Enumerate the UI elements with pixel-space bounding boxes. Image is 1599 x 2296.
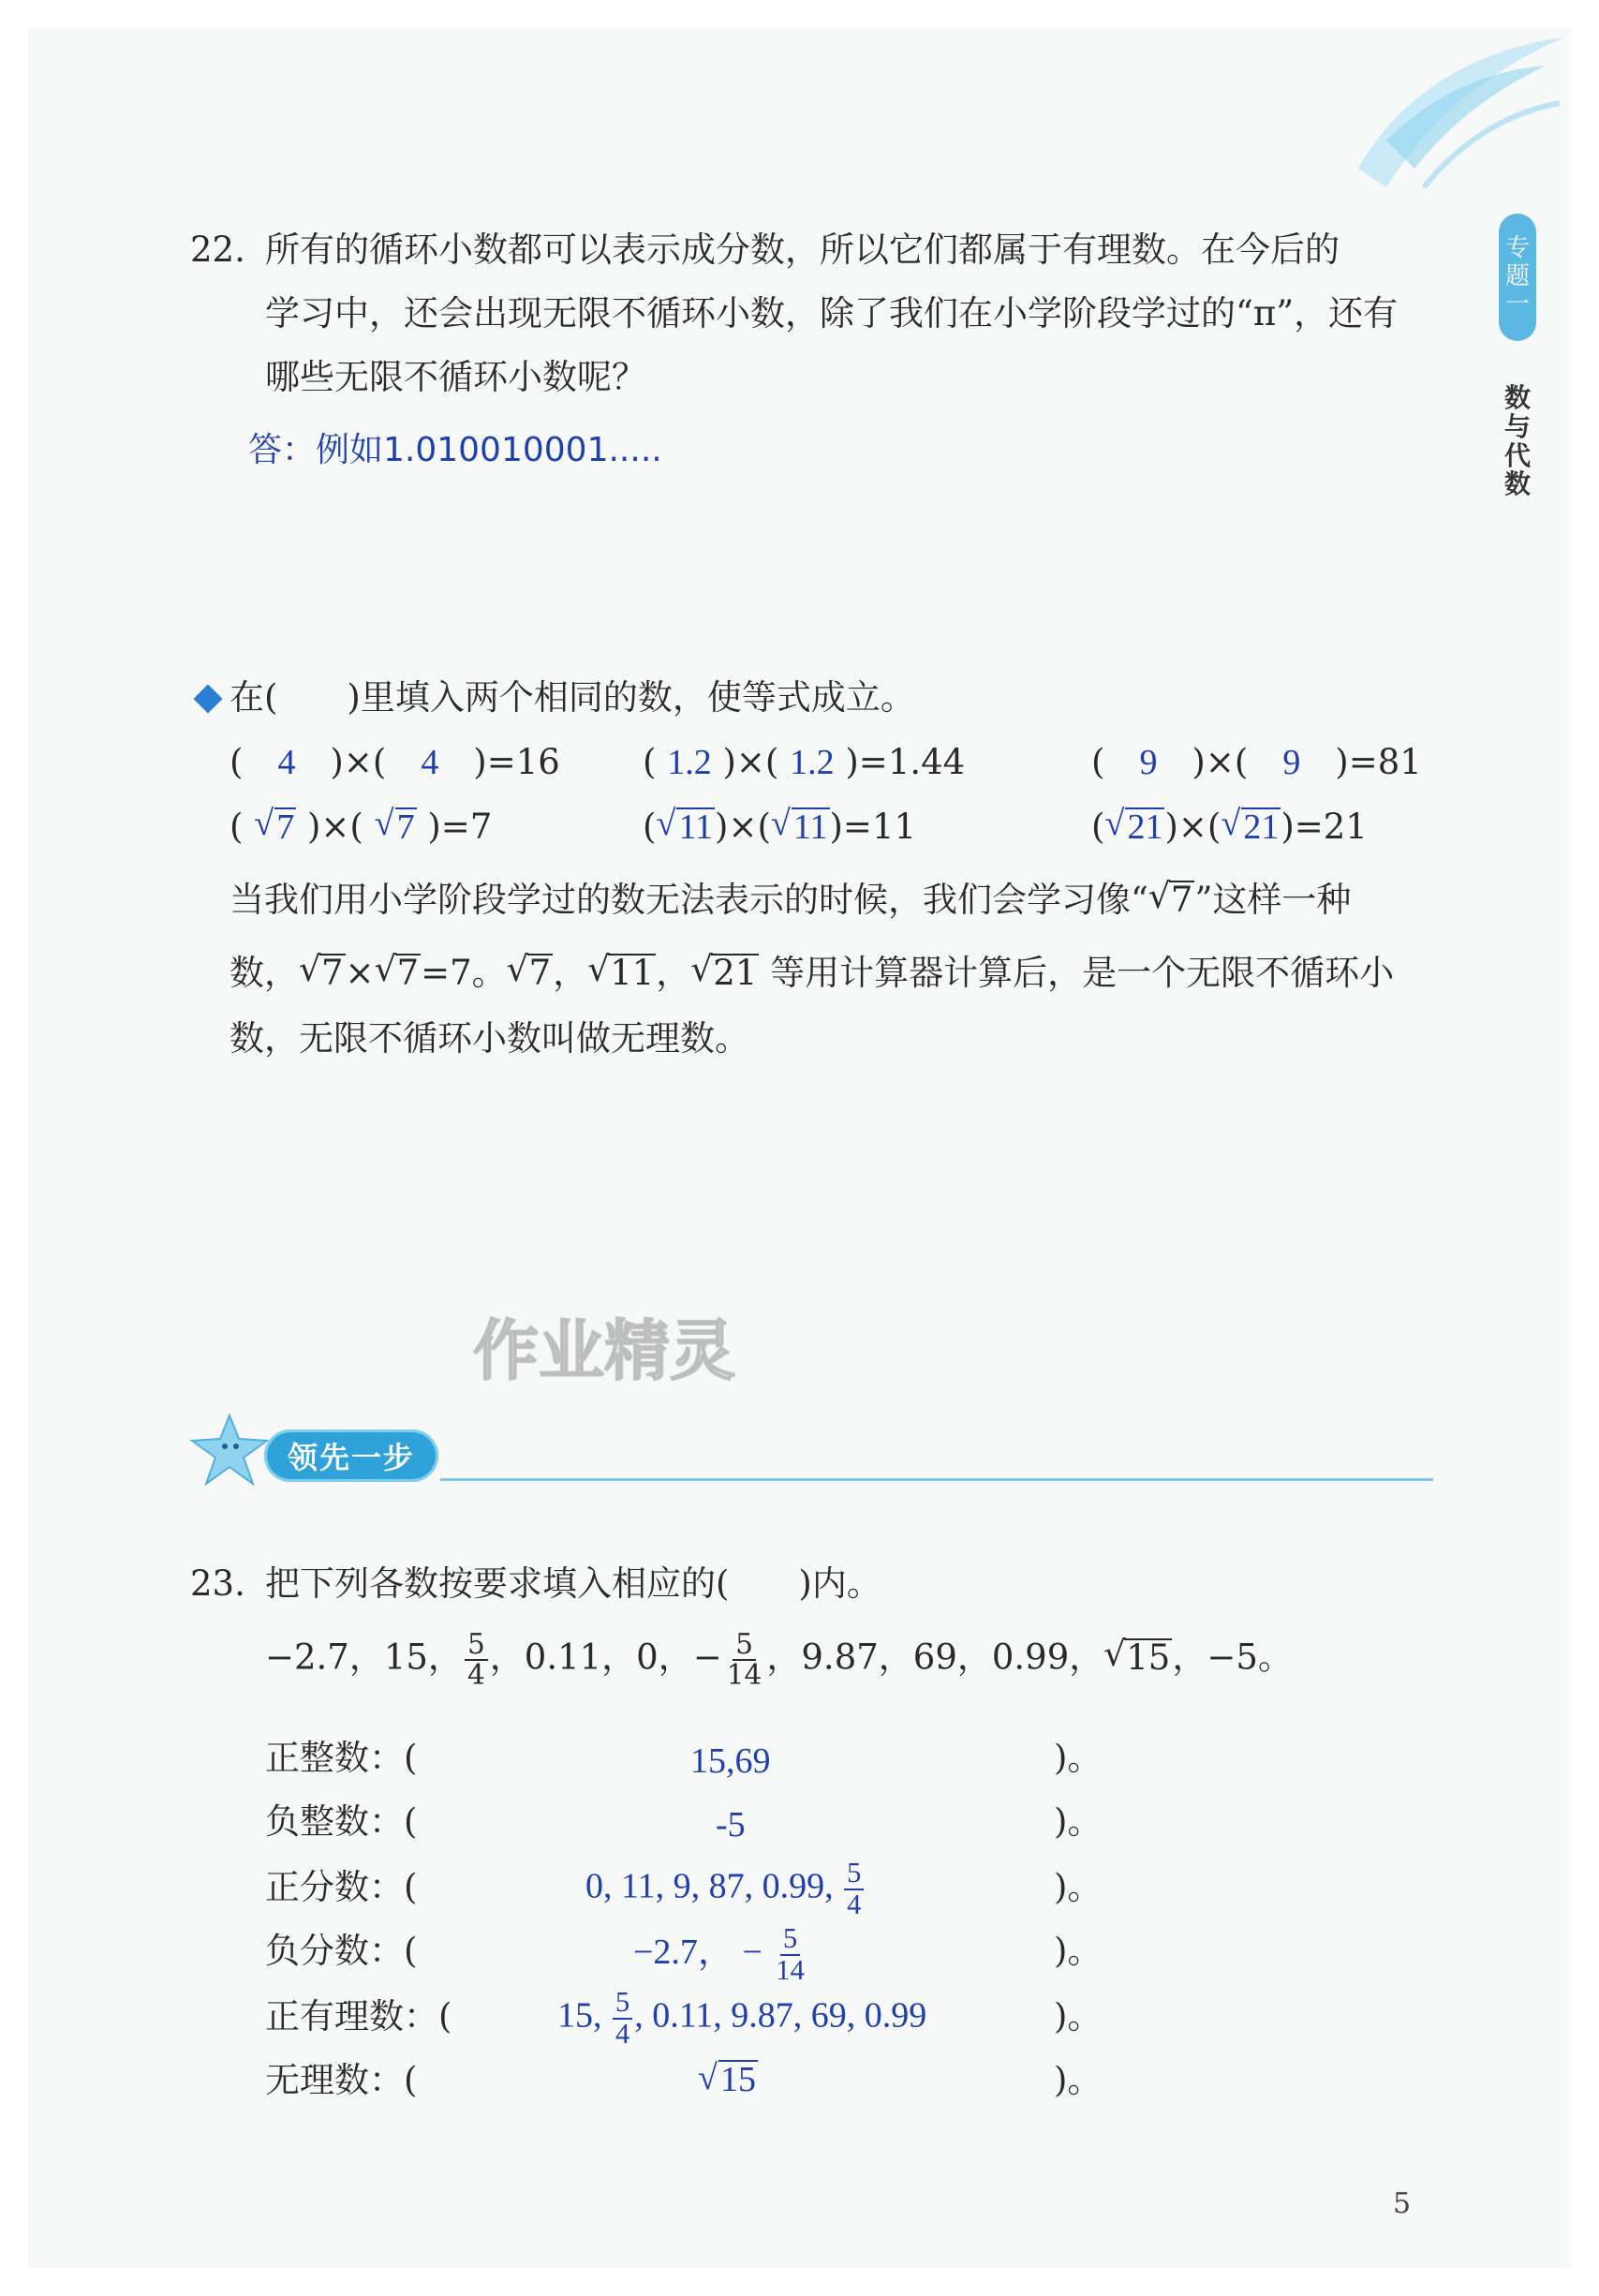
explanation-line1 (229, 881, 1351, 919)
category-close: )。 (1054, 1867, 1103, 1907)
text: ，0.11，0，− (489, 1637, 722, 1678)
q22-line2: 学习中，还会出现无限不循环小数，除了我们在小学阶段学过的“π”，还有 (265, 293, 1399, 333)
radicand: 7 (321, 953, 344, 993)
text: ”这样一种 (1194, 880, 1352, 920)
q22-answer: 答：例如1.010010001..... (248, 431, 662, 469)
equation-result: 16 (515, 742, 560, 782)
star-mascot-icon (187, 1411, 272, 1486)
category-answer (633, 1922, 809, 1986)
sqrt (507, 954, 554, 992)
text: 0, 11, 9, 87, 0.99, (585, 1866, 843, 1906)
sqrt (690, 954, 759, 992)
sqrt (587, 954, 656, 992)
explanation-line2: 数，√ 7×√ 7=7。√ 7，√ 11，√ 21 等用计算器计算后，是一个无限不循环小 (229, 954, 1394, 992)
radicand: 15 (720, 2060, 756, 2099)
radicand: 11 (792, 807, 828, 847)
equation-result: 1.44 (887, 742, 966, 782)
denominator: 14 (726, 1659, 762, 1692)
radicand: 11 (678, 807, 714, 847)
fraction (844, 1859, 864, 1920)
category-label: 负分数：( (265, 1931, 418, 1971)
answer-blank: 1.2 (667, 743, 712, 782)
page-number: 5 (1393, 2187, 1412, 2220)
fill-instruction-text: 在( )里填入两个相同的数，使等式成立。 (229, 677, 915, 718)
equation-result: 11 (871, 807, 917, 847)
text: ，9.87，69，0.99， (766, 1637, 1104, 1678)
radicand: 7 (396, 953, 420, 993)
chapter-tab-char: 一 (1504, 289, 1530, 318)
text: 等用计算器计算后，是一个无限不循环小 (770, 953, 1395, 993)
sqrt-answer (1104, 807, 1164, 847)
q23-number: 23. (190, 1563, 245, 1604)
category-answer: 15,69 (690, 1741, 771, 1781)
category-close: )。 (1054, 1738, 1103, 1778)
watermark: 作业精灵 (473, 1312, 735, 1389)
sqrt (375, 954, 422, 992)
numerator: 5 (465, 1630, 488, 1661)
text: 数， (229, 953, 299, 993)
radicand: 21 (1243, 807, 1280, 847)
sqrt-answer (254, 807, 296, 847)
denominator: 14 (776, 1954, 805, 1987)
text: , 0.11, 9.87, 69, 0.99 (634, 1995, 927, 2036)
category-answer (557, 1988, 926, 2050)
corner-decoration (1349, 28, 1574, 215)
category-close: )。 (1054, 1996, 1103, 2037)
answer-blank: 4 (277, 743, 296, 782)
equation-2: ( 1.2 )×( 1.2 )=1.44 (643, 742, 966, 782)
numerator: 5 (780, 1924, 800, 1956)
text: 当我们用小学阶段学过的数无法表示的时候，我们会学习像“ (229, 880, 1148, 920)
radicand: 15 (1126, 1637, 1171, 1678)
radicand: 11 (610, 953, 655, 993)
q22-number: 22. (190, 230, 245, 270)
chapter-title-char: 数 (1503, 468, 1531, 500)
sqrt (1148, 881, 1195, 919)
text: ，−5。 (1172, 1637, 1293, 1678)
q23-number-list (265, 1630, 1293, 1690)
chapter-title (1503, 384, 1532, 499)
diamond-bullet-icon (193, 684, 222, 713)
radicand: 7 (396, 807, 415, 847)
fraction (465, 1630, 488, 1690)
sqrt (698, 2059, 758, 2100)
section-divider (440, 1478, 1433, 1481)
radicand: 7 (1170, 880, 1193, 920)
radicand: 7 (528, 953, 552, 993)
equation-result: 21 (1323, 807, 1368, 847)
text: −2.7， − (633, 1933, 772, 1972)
category-answer: -5 (716, 1805, 746, 1844)
equation-6: (√ 21)×(√ 21)=21 (1091, 807, 1368, 847)
equation-5: (√ 11)×(√ 11)=11 (643, 807, 916, 847)
equation-result: 7 (469, 807, 493, 847)
fraction (613, 1988, 632, 2050)
explanation-line3: 数，无限不循环小数叫做无理数。 (229, 1018, 749, 1059)
answer-blank: 9 (1139, 743, 1158, 782)
category-close: )。 (1054, 1801, 1103, 1842)
category-answer (698, 2059, 758, 2100)
text: × (345, 953, 375, 993)
numerator: 5 (613, 1988, 632, 2020)
fill-instruction (192, 677, 915, 718)
category-label: 负整数：( (265, 1801, 418, 1842)
chapter-title-char: 代 (1503, 439, 1531, 471)
q22-line1: 所有的循环小数都可以表示成分数，所以它们都属于有理数。在今后的 (265, 230, 1340, 270)
answer-blank: 4 (421, 743, 439, 782)
chapter-title-char: 数 (1503, 382, 1531, 413)
equation-3: ( 9 )×( 9 )=81 (1091, 742, 1422, 782)
chapter-tab-char: 题 (1504, 262, 1530, 291)
category-close: )。 (1054, 1931, 1103, 1971)
radicand: 21 (1127, 807, 1163, 847)
text: 15, (557, 1995, 611, 2036)
text: −2.7，15， (265, 1637, 463, 1678)
radicand: 7 (276, 807, 295, 847)
sqrt-answer (375, 807, 417, 847)
chapter-tab (1499, 214, 1536, 341)
chapter-title-char: 与 (1503, 410, 1531, 442)
equation-4: ( √ 7 )×( √ 7 )=7 (229, 807, 492, 847)
category-label: 正整数：( (265, 1738, 418, 1778)
fraction (724, 1630, 765, 1690)
sqrt-answer (1221, 807, 1281, 847)
fraction (773, 1924, 807, 1986)
numerator: 5 (733, 1630, 756, 1661)
category-label: 无理数：( (265, 2060, 418, 2100)
sqrt-answer (771, 807, 830, 847)
category-close: )。 (1054, 2060, 1103, 2100)
equation-result: 81 (1377, 742, 1422, 782)
q22-line3: 哪些无限不循环小数呢？ (265, 357, 646, 397)
text: =7。 (421, 953, 507, 993)
category-label: 正有理数：( (265, 1996, 452, 2037)
section-badge: 领先一步 (264, 1429, 438, 1482)
answer-blank: 1.2 (790, 743, 835, 782)
denominator: 4 (847, 1888, 862, 1920)
sqrt (1103, 1638, 1172, 1677)
radicand: 21 (713, 953, 758, 993)
numerator: 5 (844, 1859, 864, 1890)
category-answer (585, 1859, 866, 1920)
answer-blank: 9 (1282, 743, 1301, 782)
category-label: 正分数：( (265, 1867, 418, 1907)
q23-prompt: 把下列各数按要求填入相应的( )内。 (265, 1563, 881, 1604)
denominator: 4 (615, 2017, 630, 2050)
equation-1: ( 4 )×( 4 )=16 (229, 742, 560, 782)
denominator: 4 (466, 1659, 485, 1692)
chapter-tab-char: 专 (1504, 234, 1530, 263)
sqrt (299, 954, 346, 992)
sqrt-answer (656, 807, 715, 847)
